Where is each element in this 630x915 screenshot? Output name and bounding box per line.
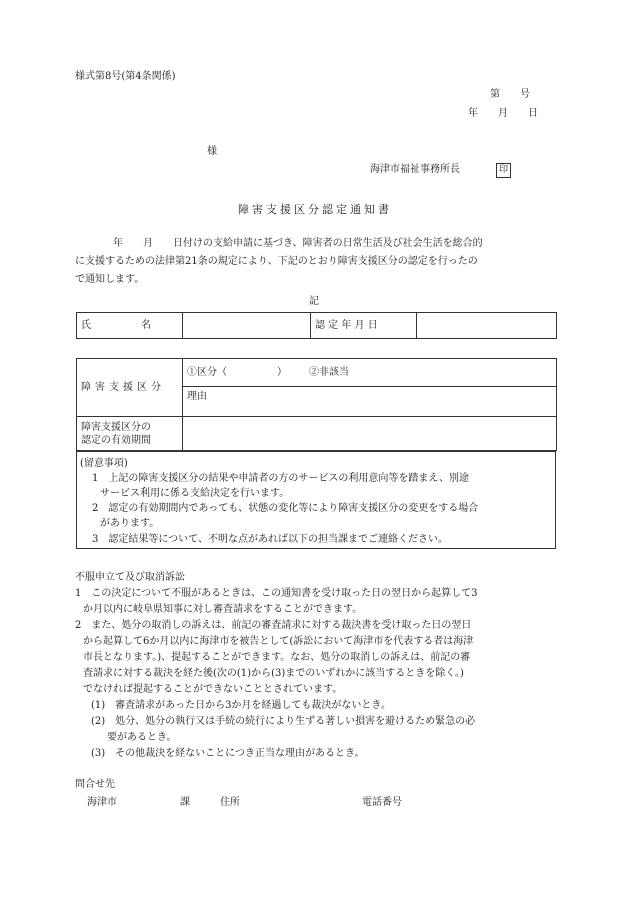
contact-address-label: 住所 (220, 797, 240, 808)
appeal-sub-1: (1) 審査請求があった日から3か月を経過しても裁決がないとき。 (91, 700, 392, 711)
category-label: 障害支援区分 (77, 359, 183, 417)
issuer-name: 海津市福祉事務所長 (370, 164, 460, 175)
option-not-applicable: ②非該当 (309, 367, 349, 378)
document-number: 第 号 (490, 89, 530, 100)
notes-heading: (留意事項) (80, 458, 128, 469)
name-value (183, 313, 311, 339)
note-3-line-1: 3 認定結果等について、不明な点があれば以下の担当課までご連絡ください。 (92, 534, 448, 545)
form-number: 様式第8号(第4条関係) (75, 71, 176, 82)
contact-heading: 問合せ先 (75, 779, 115, 790)
category-options (183, 359, 557, 387)
appeal-2-line-2: から起算して6か月以内に海津市を被告として(訴訟において海津市を代表する者は海津 (83, 636, 474, 647)
reason-label: 理由 (187, 391, 207, 402)
name-label: 氏 名 (77, 313, 183, 339)
appeal-1-line-2: か月以内に岐阜県知事に対し審査請求をすることができます。 (83, 604, 363, 615)
ki-label: 記 (309, 296, 319, 307)
contact-phone-label: 電話番号 (362, 797, 402, 808)
document-title: 障害支援区分認定通知書 (238, 203, 392, 216)
appeal-1-line-1: 1 この決定について不服があるときは、この通知書を受け取った日の翌日から起算して3 (75, 588, 478, 599)
appeal-2-line-4: 査請求に対する裁決を経た後(次の(1)から(3)までのいずれかに該当するときを除く。) (83, 668, 464, 679)
name-date-table (76, 312, 557, 339)
issue-date: 年 月 日 (468, 108, 538, 119)
option-category: ①区分（ ） (187, 367, 287, 378)
appeal-2-line-3: 市長となります。)、提起することができます。なお、処分の取消しの訴えは、前記の審 (83, 652, 471, 663)
intro-line-3: で通知します。 (75, 274, 145, 285)
contact-city: 海津市 (87, 797, 117, 808)
intro-line-2: に支援するための法律第21条の規定により、下記のとおり障害支援区分の認定を行ったの (75, 256, 478, 267)
note-1-line-1: 1 上記の障害支援区分の結果や申請者の方のサービスの利用意向等を踏まえ、別途 (92, 473, 469, 484)
validity-value (183, 417, 557, 451)
note-1-line-2: サービス利用に係る支給決定を行います。 (100, 488, 290, 499)
note-2-line-1: 2 認定の有効期間内であっても、状態の変化等により障害支援区分の変更をする場合 (92, 503, 479, 514)
appeal-sub-3: (3) その他裁決を経ないことにつき正当な理由があるとき。 (91, 748, 365, 759)
appeal-heading: 不服申立て及び取消訴訟 (75, 572, 185, 583)
addressee: 様 (207, 146, 217, 157)
appeal-2-line-1: 2 また、処分の取消しの訴えは、前記の審査請求に対する裁決書を受け取った日の翌日 (75, 620, 472, 631)
validity-label: 障害支援区分の 認定の有効期間 (77, 417, 183, 451)
appeal-sub-2-line-2: 要があるとき。 (107, 732, 177, 743)
note-2-line-2: があります。 (100, 518, 160, 529)
certification-date-label: 認 定 年 月 日 (311, 313, 417, 339)
appeal-sub-2-line-1: (2) 処分、処分の執行又は手続の続行により生ずる著しい損害を避けるため緊急の必 (91, 716, 476, 727)
certification-date-value (417, 313, 557, 339)
appeal-2-line-5: でなければ提起することができないこととされています。 (83, 684, 343, 695)
seal-mark: 印 (496, 163, 511, 178)
contact-section: 課 (180, 797, 190, 808)
intro-line-1: 年 月 日付けの支給申請に基づき、障害者の日常生活及び社会生活を総合的 (113, 238, 483, 249)
issuer (370, 163, 511, 178)
reason-cell (183, 387, 557, 417)
category-table (76, 358, 557, 451)
